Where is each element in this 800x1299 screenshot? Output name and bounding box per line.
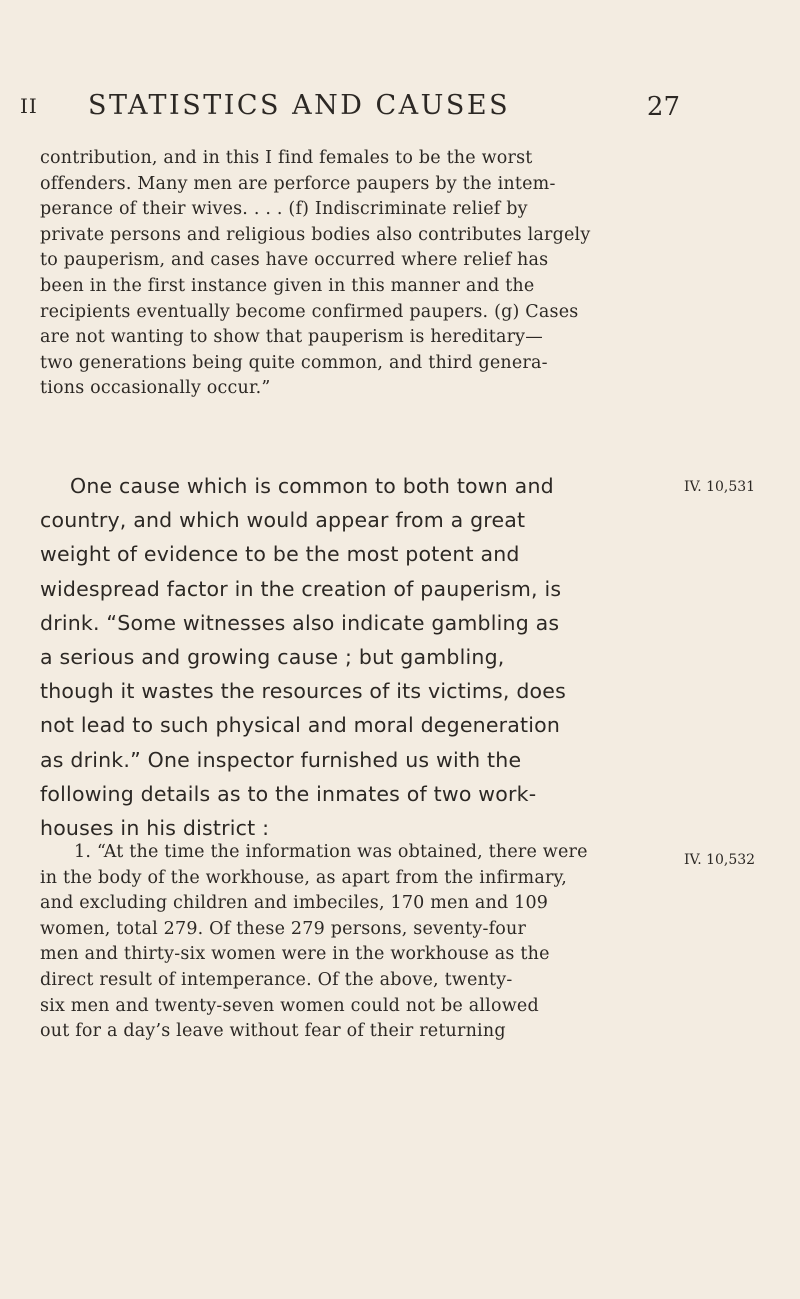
text-line: direct result of intemperance. Of the above, twenty- [40,969,513,990]
text-line: widespread factor in the creation of pauperism, is [40,576,562,601]
text-line: drink. “Some witnesses also indicate gambling as [40,610,560,635]
text-line: offenders. Many men are perforce paupers by the intem- [40,173,556,194]
text-line: to pauperism, and cases have occurred where relief has [40,250,549,271]
text-line: tions occasionally occur.” [40,378,271,399]
text-line: been in the first instance given in this manner and the [40,275,535,296]
text-line: as drink.” One inspector furnished us with the [40,747,522,772]
text-line: though it wastes the resources of its victims, does [40,679,566,704]
text-line: in the body of the workhouse, as apart from the infirmary, [40,867,568,888]
chapter-number: II [20,94,38,118]
text-line: private persons and religious bodies also contributes largely [40,224,591,245]
text-line: and excluding children and imbeciles, 170 men and 109 [40,893,549,914]
text-line: following details as to the inmates of two work- [40,781,537,806]
text-line: not lead to such physical and moral degeneration [40,713,561,738]
text-line: a serious and growing cause ; but gambling, [40,644,505,669]
text-line: out for a day’s leave without fear of their returning [40,1021,506,1042]
text-line: are not wanting to show that pauperism is hereditary— [40,327,543,348]
running-header [20,90,680,130]
text-line: six men and twenty-seven women could not be allowed [40,995,539,1016]
margin-reference: IV. 10,531 [684,479,756,495]
paragraph-main [40,469,668,845]
text-line: One cause which is common to both town and [70,474,554,498]
text-line: men and thirty-six women were in the workhouse as the [40,944,550,965]
text-line: country, and which would appear from a great [40,508,526,533]
text-line: weight of evidence to be the most potent and [40,542,520,567]
paragraph-quote-continuation [40,146,668,402]
text-line: 1. “At the time the information was obtained, there were [74,842,588,862]
running-title: STATISTICS AND CAUSES [88,90,511,121]
text-line: houses in his district : [40,815,270,840]
text-line: recipients eventually become confirmed paupers. (g) Cases [40,301,579,322]
margin-reference: IV. 10,532 [684,852,756,868]
text-line: contribution, and in this I find females to be the worst [40,148,533,168]
page-number: 27 [646,92,680,122]
text-line: women, total 279. Of these 279 persons, seventy-four [40,918,527,939]
paragraph-quote [40,840,668,1045]
text-line: perance of their wives. . . . (f) Indiscriminate relief by [40,199,528,220]
text-line: two generations being quite common, and third genera- [40,352,548,373]
